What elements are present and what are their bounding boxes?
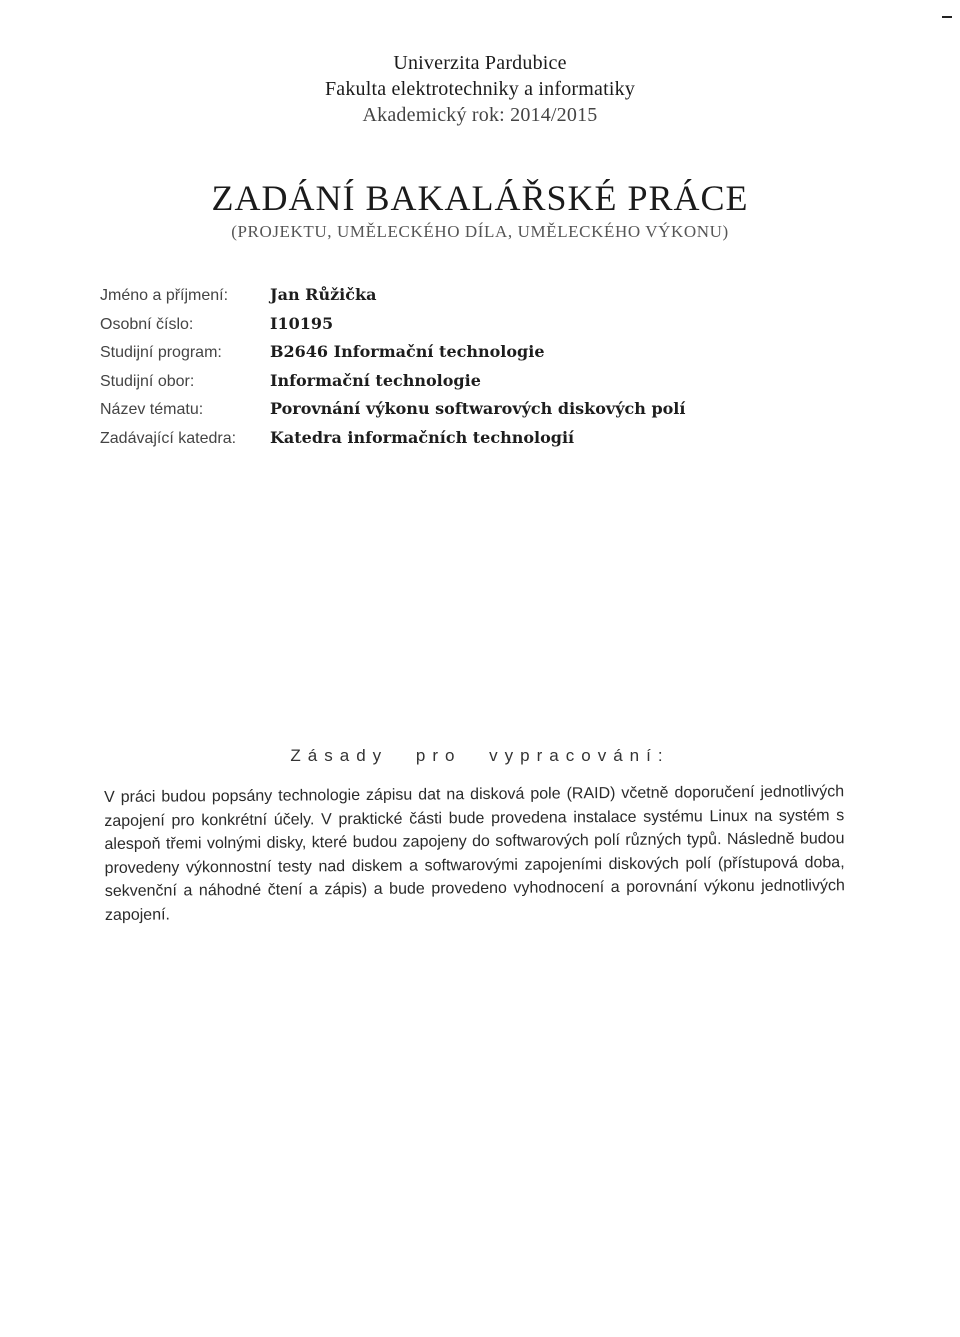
- faculty-name: Fakulta elektrotechniky a informatiky: [324, 78, 636, 100]
- document-header: [0, 50, 960, 128]
- info-value: Katedra informačních technologií: [270, 427, 575, 447]
- info-row-name: [100, 285, 685, 314]
- info-value: Porovnání výkonu softwarových diskových polí: [270, 399, 686, 418]
- university-name: Univerzita Pardubice: [393, 52, 567, 74]
- info-value: Jan Růžička: [270, 285, 377, 304]
- info-row-department: [100, 428, 685, 457]
- info-label: Název tématu:: [100, 401, 204, 418]
- page-corner-mark: [942, 16, 952, 18]
- info-label: Osobní číslo:: [100, 315, 194, 333]
- info-row-topic: [100, 399, 685, 428]
- guidelines-heading: Zásady pro vypracování:: [290, 746, 670, 765]
- guidelines-paragraph: V práci budou popsány technologie zápisu dat na disková pole (RAID) včetně doporučení jednotlivých zapojení pro konkrétní účely. V praktické části bude provedena instalace systému Linux na systém s alespoň třemi volnými disky, které budou zapojeny do softwarových polí různých typů. Následně budou provedeny výkonnostní testy nad diskem a softwarovými zapojeními diskových polí (přístupová doba, sekvenční a náhodné čtení a zápis) a bude provedeno vyhodnocení a porovnání výkonu jednotlivých zapojení.: [104, 783, 845, 924]
- title-block: [0, 176, 960, 244]
- info-label: Jméno a příjmení:: [100, 287, 229, 304]
- academic-year: Akademický rok: 2014/2015: [362, 104, 598, 126]
- info-label: Studijní program:: [100, 344, 222, 361]
- document-title: ZADÁNÍ BAKALÁŘSKÉ PRÁCE: [211, 178, 749, 218]
- info-row-id: [100, 314, 685, 343]
- info-row-program: [100, 342, 685, 371]
- info-value: B2646 Informační technologie: [270, 342, 545, 361]
- document-subtitle: (PROJEKTU, UMĚLECKÉHO DÍLA, UMĚLECKÉHO VÝKONU): [231, 222, 729, 241]
- info-row-field: [100, 371, 685, 400]
- info-value: Informační technologie: [270, 370, 481, 390]
- student-info-table: [100, 285, 685, 456]
- info-label: Studijní obor:: [100, 372, 195, 390]
- info-value: I10195: [270, 313, 334, 333]
- info-label: Zadávající katedra:: [100, 429, 237, 447]
